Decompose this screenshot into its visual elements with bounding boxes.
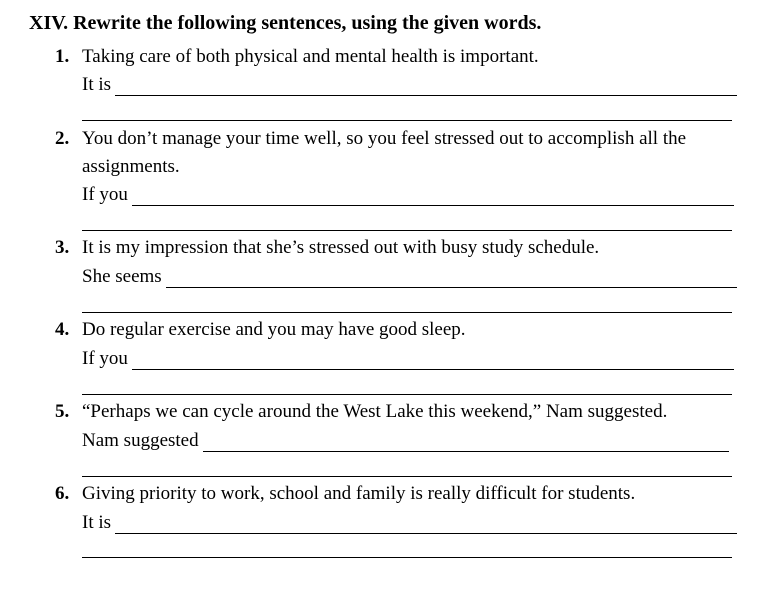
item-1-sentence: Taking care of both physical and mental health is important.: [82, 46, 539, 67]
item-5-prompt: Nam suggested: [82, 430, 199, 451]
item-3-sentence: It is my impression that she’s stressed out with busy study schedule.: [82, 237, 600, 258]
item-5-sentence: “Perhaps we can cycle around the West Lake this weekend,” Nam suggested.: [82, 401, 668, 422]
item-6-answer-row[interactable]: [82, 510, 737, 534]
item-1-answer-line-2[interactable]: [82, 120, 732, 121]
item-2-answer-line-2[interactable]: [82, 230, 732, 231]
item-2-answer-line[interactable]: [132, 189, 734, 206]
item-4-answer-line[interactable]: [132, 353, 734, 370]
item-number-4: 4.: [55, 319, 70, 340]
item-3-answer-line[interactable]: [166, 271, 737, 288]
item-4-answer-row[interactable]: [82, 346, 734, 370]
item-6-answer-line[interactable]: [115, 517, 737, 534]
item-6-sentence: Giving priority to work, school and family is really difficult for students.: [82, 483, 636, 504]
item-1-answer-row[interactable]: [82, 72, 737, 96]
item-5-answer-row[interactable]: [82, 428, 729, 452]
item-number-1: 1.: [55, 46, 70, 67]
item-2-sentence-line-1: You don’t manage your time well, so you feel stressed out to accomplish all the: [82, 128, 687, 149]
item-2-answer-row[interactable]: [82, 182, 734, 206]
item-5-answer-line[interactable]: [203, 435, 729, 452]
item-6-answer-line-2[interactable]: [82, 557, 732, 558]
item-2-sentence-line-2: assignments.: [82, 156, 180, 177]
item-4-prompt: If you: [82, 348, 128, 369]
item-3-answer-line-2[interactable]: [82, 312, 732, 313]
exercise-heading: XIV. Rewrite the following sentences, using the given words.: [29, 12, 542, 34]
item-4-sentence: Do regular exercise and you may have good sleep.: [82, 319, 466, 340]
item-4-answer-line-2[interactable]: [82, 394, 732, 395]
item-1-prompt: It is: [82, 74, 112, 95]
item-3-answer-row[interactable]: [82, 264, 737, 288]
item-number-6: 6.: [55, 483, 70, 504]
item-3-prompt: She seems: [82, 266, 162, 287]
item-number-5: 5.: [55, 401, 70, 422]
item-5-answer-line-2[interactable]: [82, 476, 732, 477]
item-number-2: 2.: [55, 128, 70, 149]
item-number-3: 3.: [55, 237, 70, 258]
item-1-answer-line[interactable]: [115, 79, 737, 96]
item-6-prompt: It is: [82, 512, 112, 533]
item-2-prompt: If you: [82, 184, 128, 205]
